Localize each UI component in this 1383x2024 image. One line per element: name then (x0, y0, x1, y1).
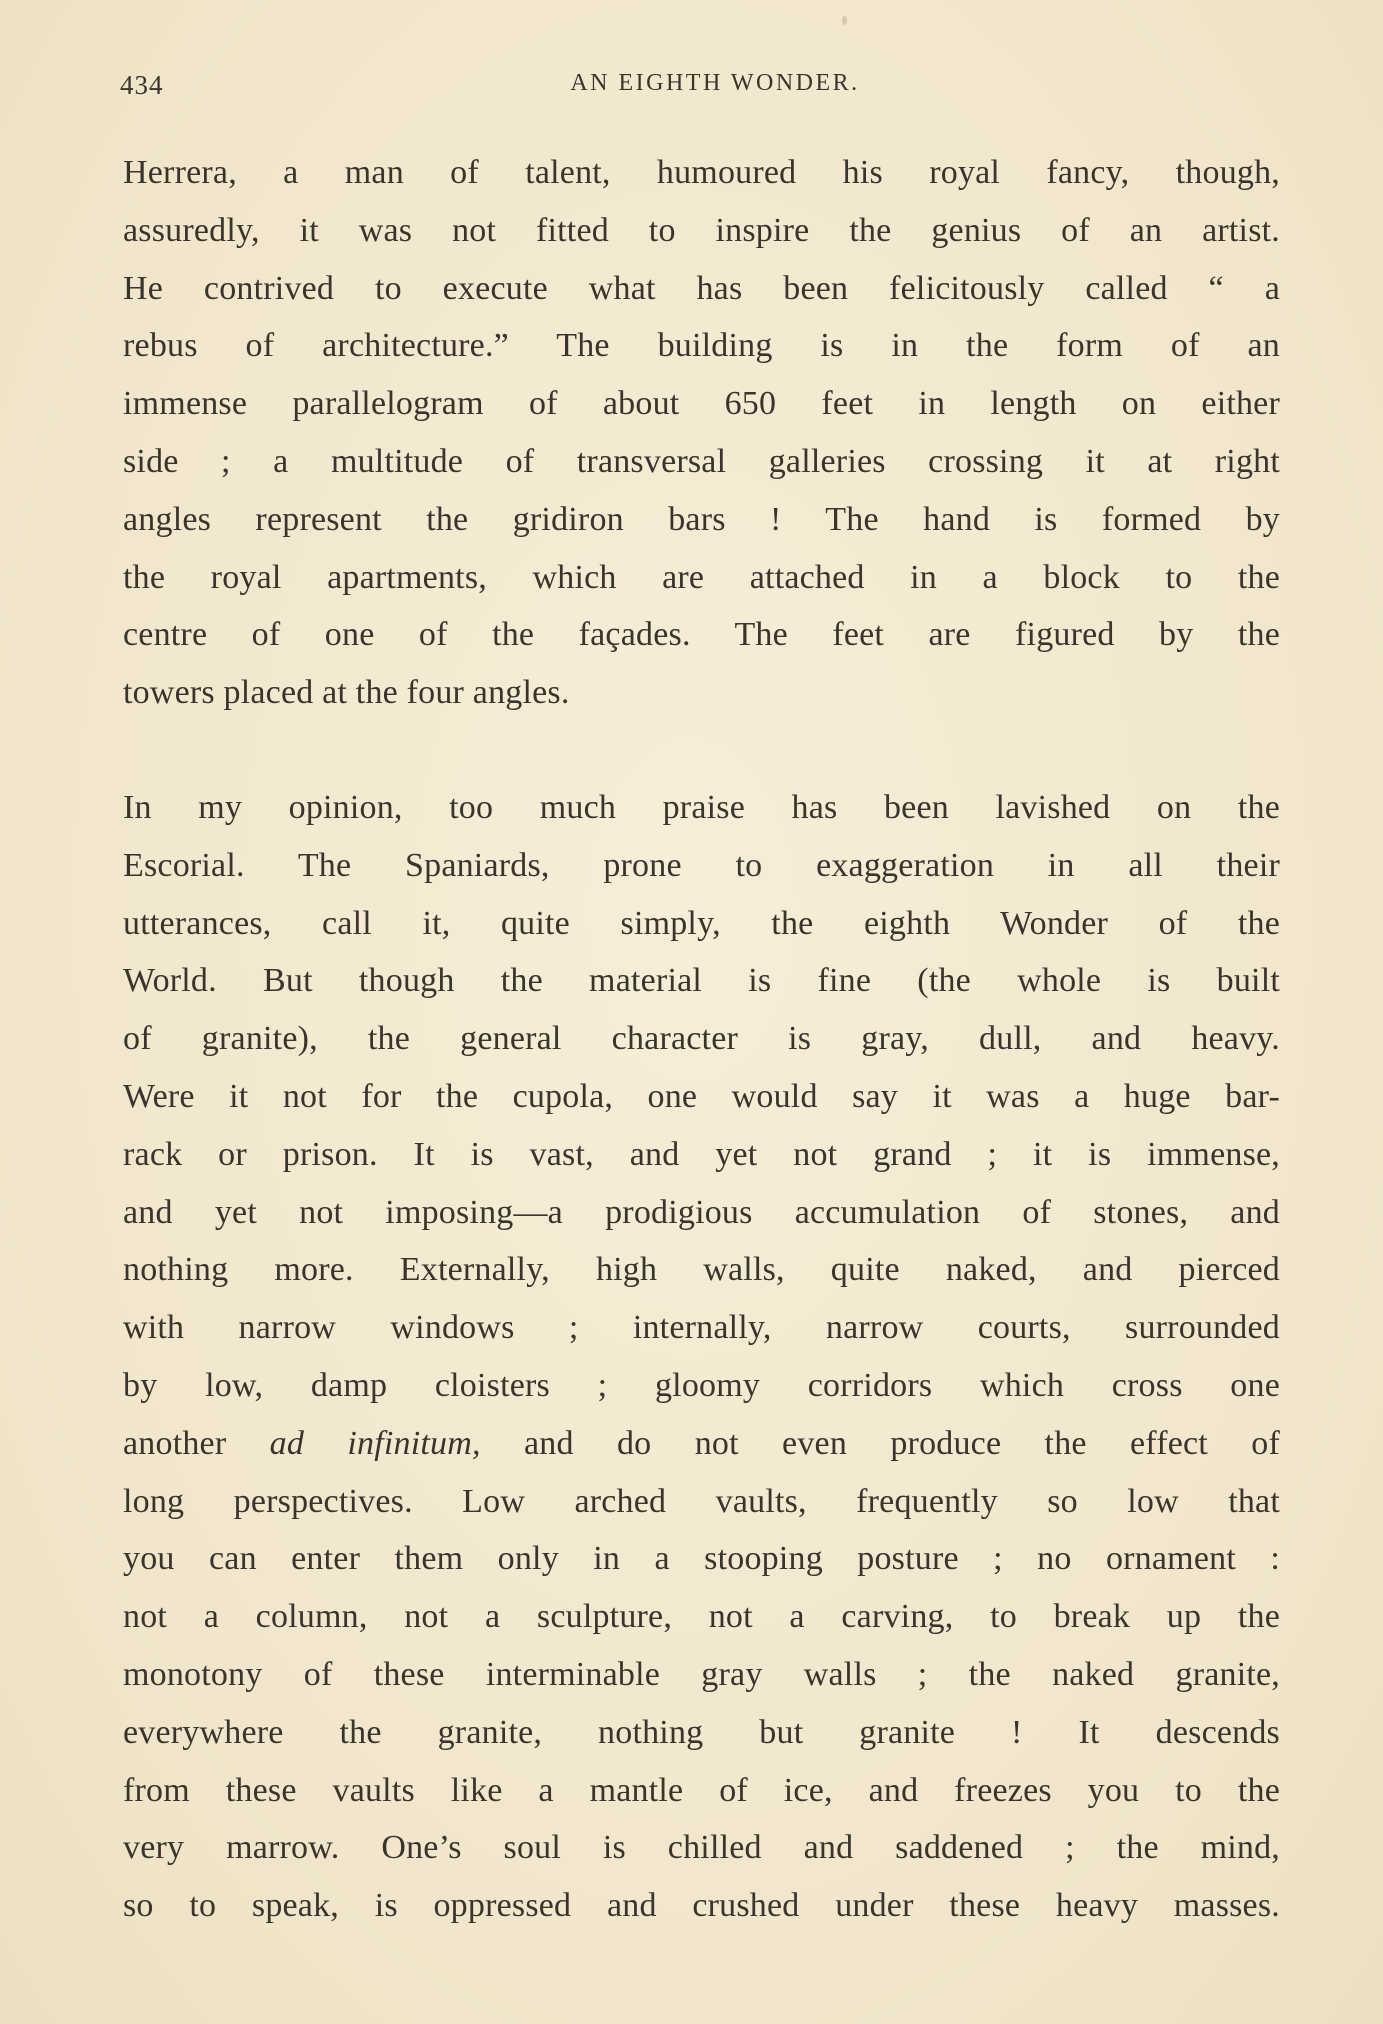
text-line: Were it not for the cupola, one would say it was a huge bar- (123, 1077, 1280, 1115)
text-line: nothing more. Externally, high walls, quite naked, and pierced (123, 1251, 1280, 1289)
italic-line-after: and do not even produce the effect of (480, 1424, 1280, 1462)
text-line: the royal apartments, which are attached in a block to the (123, 558, 1280, 596)
text-line: of granite), the general character is gray, dull, and heavy. (123, 1020, 1280, 1058)
text-line: everywhere the granite, nothing but granite ! It descends (123, 1713, 1280, 1751)
text-line: immense parallelogram of about 650 feet in length on either (123, 385, 1280, 423)
text-line: towers placed at the four angles. (123, 674, 570, 712)
text-line: from these vaults like a mantle of ice, and freezes you to the (123, 1771, 1280, 1809)
text-line: long perspectives. Low arched vaults, frequently so low that (123, 1482, 1280, 1520)
running-title: AN EIGHTH WONDER. (570, 70, 860, 96)
text-line: rack or prison. It is vast, and yet not grand ; it is immense, (123, 1135, 1280, 1173)
text-line: rebus of architecture.” The building is in the form of an (123, 327, 1280, 365)
text-line: centre of one of the façades. The feet are figured by the (123, 616, 1280, 654)
text-line: In my opinion, too much praise has been lavished on the (123, 788, 1280, 826)
text-line: World. But though the material is fine (the whole is built (123, 962, 1280, 1000)
text-line: side ; a multitude of transversal galleries crossing it at right (123, 442, 1280, 480)
italic-line-before: another (123, 1424, 270, 1462)
text-line: you can enter them only in a stooping posture ; no ornament : (123, 1540, 1280, 1578)
text-line: angles represent the gridiron bars ! The hand is formed by (123, 500, 1280, 538)
text-line: assuredly, it was not fitted to inspire the genius of an artist. (123, 211, 1280, 249)
text-line-italic-phrase (123, 1415, 1280, 1473)
text-line: by low, damp cloisters ; gloomy corridors which cross one (123, 1366, 1280, 1404)
text-line: with narrow windows ; internally, narrow courts, surrounded (123, 1309, 1280, 1347)
paragraph-gap (123, 722, 1280, 779)
italic-phrase: ad infinitum, (269, 1424, 481, 1462)
text-line: utterances, call it, quite simply, the eighth Wonder of the (123, 904, 1280, 942)
page-number: 434 (120, 70, 164, 100)
running-head (120, 70, 1280, 110)
paper-speck (842, 16, 847, 25)
body-text (123, 144, 1280, 1935)
text-line: monotony of these interminable gray walls ; the naked granite, (123, 1655, 1280, 1693)
text-line: not a column, not a sculpture, not a carving, to break up the (123, 1598, 1280, 1636)
text-line: very marrow. One’s soul is chilled and saddened ; the mind, (123, 1829, 1280, 1867)
text-line: and yet not imposing—a prodigious accumulation of stones, and (123, 1193, 1280, 1231)
text-line: so to speak, is oppressed and crushed under these heavy masses. (123, 1887, 1280, 1925)
text-line: Herrera, a man of talent, humoured his royal fancy, though, (123, 154, 1280, 191)
text-line: He contrived to execute what has been felicitously called “ a (123, 269, 1280, 307)
text-line: Escorial. The Spaniards, prone to exaggeration in all their (123, 846, 1280, 884)
